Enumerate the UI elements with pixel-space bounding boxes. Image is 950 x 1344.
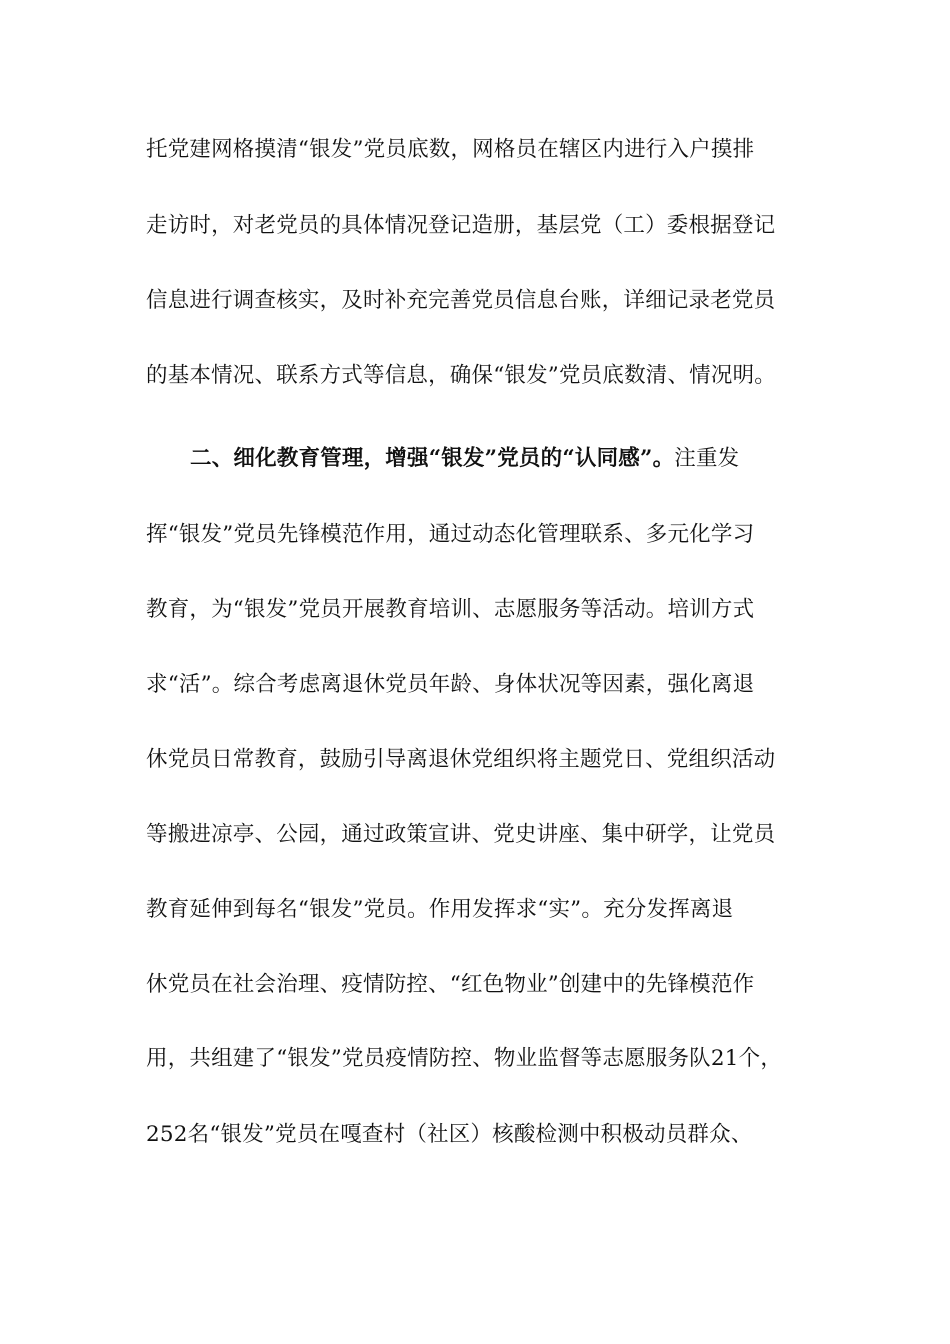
paragraph-line-11: 教育延伸到每名“银发”党员。作用发挥求“实”。充分发挥离退	[146, 897, 734, 922]
paragraph-line-1: 托党建网格摸清“银发”党员底数，网格员在辖区内进行入户摸排	[146, 137, 755, 162]
paragraph-line-4: 的基本情况、联系方式等信息，确保“银发”党员底数清、情况明。	[146, 363, 776, 388]
paragraph-line-8: 求“活”。综合考虑离退休党员年龄、身体状况等因素，强化离退	[146, 672, 755, 697]
paragraph-line-6: 挥“银发”党员先锋模范作用，通过动态化管理联系、多元化学习	[146, 522, 755, 547]
paragraph-line-7: 教育，为“银发”党员开展教育培训、志愿服务等活动。培训方式	[146, 597, 755, 622]
paragraph-line-9: 休党员日常教育，鼓励引导离退休党组织将主题党日、党组织活动	[146, 747, 776, 772]
paragraph-line-14: 252名“银发”党员在嘎查村（社区）核酸检测中积极动员群众、	[146, 1122, 753, 1147]
section-heading: 二、细化教育管理，增强“银发”党员的“认同感”。	[190, 446, 675, 471]
paragraph-line-13: 用，共组建了“银发”党员疫情防控、物业监督等志愿服务队21个，	[146, 1046, 783, 1071]
paragraph-line-2: 走访时，对老党员的具体情况登记造册，基层党（工）委根据登记	[146, 213, 776, 238]
paragraph-line-3: 信息进行调查核实，及时补充完善党员信息台账，详细记录老党员	[146, 288, 776, 313]
section-intro-text: 注重发	[674, 446, 740, 471]
section-heading-line	[190, 444, 870, 474]
paragraph-line-12: 休党员在社会治理、疫情防控、“红色物业”创建中的先锋模范作	[146, 972, 755, 997]
paragraph-line-10: 等搬进凉亭、公园，通过政策宣讲、党史讲座、集中研学，让党员	[146, 822, 776, 847]
